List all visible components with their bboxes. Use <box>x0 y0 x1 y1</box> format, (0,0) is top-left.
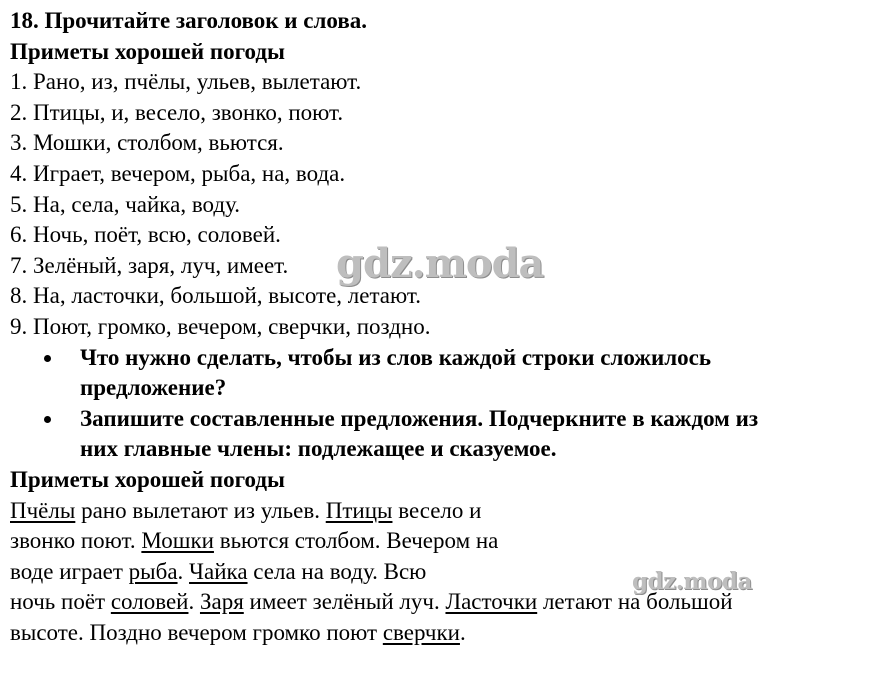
subject-word: Чайка <box>189 558 248 584</box>
word-lines <box>10 67 880 342</box>
answer-line-5 <box>10 618 880 649</box>
exercise-heading: 18. Прочитайте заголовок и слова. <box>10 8 368 33</box>
watermark-large: gdz.moda <box>336 240 544 287</box>
word-line-3: 3. Мошки, столбом, вьются. <box>10 130 284 156</box>
bullet-dot-icon <box>44 416 51 423</box>
task-2-line-1: Запишите составленные предложения. Подчеркните в каждом из <box>80 405 759 431</box>
answer-text-span: звонко поют. <box>10 528 142 554</box>
task-list <box>10 343 880 465</box>
answer-text-span: летают на большой <box>537 589 733 615</box>
word-line-1: 1. Рано, из, пчёлы, ульев, вылетают. <box>10 69 362 95</box>
word-line-5: 5. На, села, чайка, воду. <box>10 191 241 217</box>
word-line-8: 8. На, ласточки, большой, высоте, летают. <box>10 283 421 309</box>
word-line-4: 4. Играет, вечером, рыба, на, вода. <box>10 160 346 186</box>
subject-word: сверчки <box>382 619 460 645</box>
answer-text-span: воде играет <box>10 558 129 584</box>
task-2-line-2: них главные члены: подлежащее и сказуемое. <box>80 436 557 462</box>
answer-text-span: . <box>188 589 200 615</box>
subject-word: Пчёлы <box>10 497 76 523</box>
subject-word: Птицы <box>325 497 393 523</box>
subject-word: соловей <box>110 589 189 615</box>
exercise-subtitle: Приметы хорошей погоды <box>10 38 285 64</box>
task-1-line-2: предложение? <box>80 375 227 401</box>
word-line-7: 7. Зелёный, заря, луч, имеет. <box>10 252 289 278</box>
answer-text-span: имеет зелёный луч. <box>243 589 446 615</box>
answer-text-span: рано вылетают из ульев. <box>75 497 326 523</box>
task-1-line-1: Что нужно сделать, чтобы из слов каждой строки сложилось <box>80 344 711 370</box>
answer-line-2 <box>10 526 880 557</box>
watermark-small: gdz.moda <box>632 568 752 595</box>
bullet-dot-icon <box>44 355 51 362</box>
word-line-6: 6. Ночь, поёт, всю, соловей. <box>10 222 281 248</box>
answer-text-span: села на воду. Всю <box>247 558 427 584</box>
answer-text-span: . <box>459 619 466 645</box>
word-line-9: 9. Поют, громко, вечером, сверчки, поздно. <box>10 313 431 339</box>
subject-word: Мошки <box>141 528 214 554</box>
answer-text-span: высоте. Поздно вечером громко поют <box>10 619 383 645</box>
task-item-2 <box>10 404 880 465</box>
textbook-page <box>10 6 880 648</box>
answer-text-span: ночь поёт <box>10 589 111 615</box>
subject-word: Ласточки <box>445 589 538 615</box>
answer-text-span: вьются столбом. Вечером на <box>213 528 499 554</box>
answer-title: Приметы хорошей погоды <box>10 466 285 492</box>
word-line-2: 2. Птицы, и, весело, звонко, поют. <box>10 99 344 125</box>
subject-word: рыба <box>128 558 178 584</box>
answer-line-1 <box>10 496 880 527</box>
subject-word: Заря <box>199 589 244 615</box>
answer-text-span: весело и <box>392 497 482 523</box>
task-item-1 <box>10 343 880 404</box>
answer-text-span: . <box>177 558 190 584</box>
